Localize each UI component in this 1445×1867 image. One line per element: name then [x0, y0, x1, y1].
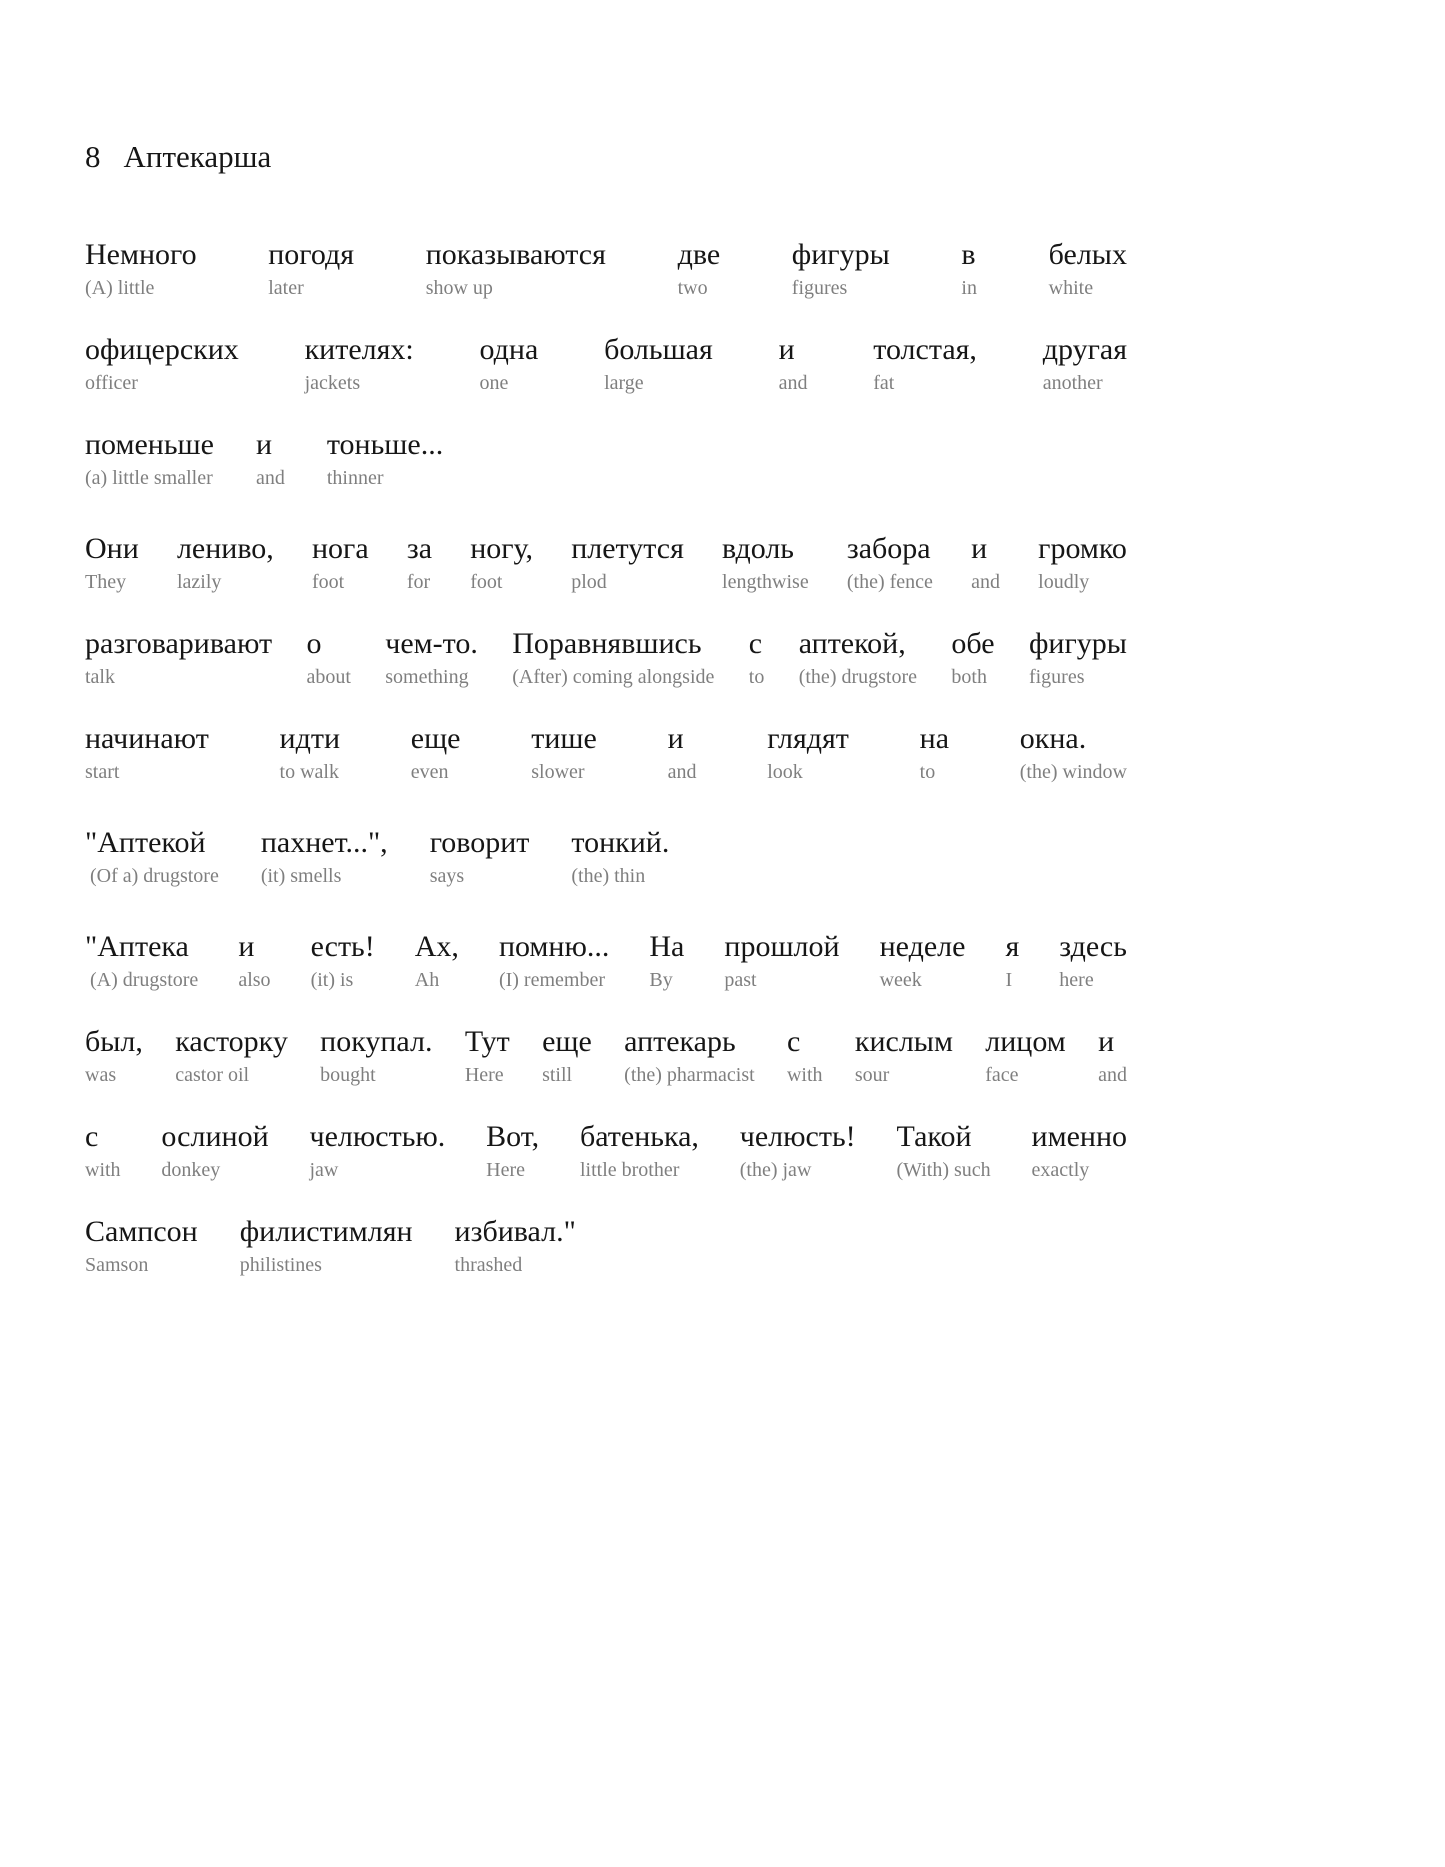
russian-word: плетутся — [571, 532, 684, 565]
english-gloss: fat — [873, 372, 895, 394]
russian-word: и — [255, 428, 272, 461]
english-gloss: later — [268, 277, 304, 299]
russian-word: "Аптека — [85, 930, 189, 963]
interlinear-row — [85, 235, 1127, 301]
word-unit — [306, 624, 350, 690]
word-unit — [407, 529, 432, 595]
russian-word: обе — [951, 627, 995, 660]
word-unit — [85, 927, 198, 993]
english-gloss: bought — [320, 1064, 376, 1086]
english-gloss: with — [786, 1064, 823, 1086]
page-title: Аптекарша — [123, 139, 272, 174]
english-gloss: slower — [531, 761, 585, 783]
word-unit — [161, 1117, 268, 1183]
interlinear-row — [85, 1022, 1127, 1088]
english-gloss: and — [778, 372, 808, 394]
word-unit — [455, 1212, 576, 1278]
english-gloss: (the) window — [1019, 761, 1127, 783]
russian-word: я — [1005, 930, 1020, 963]
english-gloss: lazily — [176, 571, 222, 593]
word-unit — [604, 330, 713, 396]
russian-word: и — [971, 532, 988, 565]
word-unit — [847, 529, 933, 595]
russian-word: толстая, — [873, 333, 977, 366]
word-unit — [238, 927, 270, 993]
russian-word: избивал." — [454, 1215, 576, 1248]
english-gloss: foot — [470, 571, 503, 593]
english-gloss: and — [971, 571, 1000, 593]
english-gloss: was — [85, 1064, 117, 1086]
word-unit — [426, 235, 606, 301]
russian-word: тише — [531, 722, 597, 755]
russian-word: глядят — [767, 722, 849, 755]
word-unit — [177, 529, 274, 595]
word-unit — [486, 1117, 539, 1183]
word-unit — [305, 330, 414, 396]
russian-word: поменьше — [85, 428, 214, 461]
english-gloss: (After) coming alongside — [512, 666, 715, 688]
word-unit — [1029, 624, 1127, 690]
word-unit — [1098, 1022, 1127, 1088]
word-unit — [531, 719, 597, 785]
english-gloss: figures — [791, 277, 848, 299]
russian-word: Немного — [85, 238, 197, 271]
english-gloss: donkey — [161, 1159, 221, 1181]
word-unit — [85, 1212, 198, 1278]
english-gloss: about — [306, 666, 351, 688]
english-gloss: philistines — [239, 1254, 322, 1276]
russian-word: ногу, — [470, 532, 534, 565]
word-unit — [261, 823, 388, 889]
russian-word: Сампсон — [85, 1215, 198, 1248]
word-unit — [85, 624, 272, 690]
english-gloss: loudly — [1038, 571, 1090, 593]
russian-word: нога — [311, 532, 369, 565]
word-unit — [724, 927, 839, 993]
russian-word: неделе — [879, 930, 966, 963]
russian-word: был, — [85, 1025, 143, 1058]
russian-word: с — [85, 1120, 99, 1153]
word-unit — [385, 624, 478, 690]
word-unit — [85, 425, 214, 491]
russian-word: громко — [1038, 532, 1127, 565]
russian-word: аптекарь — [624, 1025, 736, 1058]
english-gloss: for — [406, 571, 431, 593]
english-gloss: past — [724, 969, 757, 991]
russian-word: челюстью. — [309, 1120, 446, 1153]
english-gloss: one — [479, 372, 509, 394]
russian-word: белых — [1048, 238, 1127, 271]
russian-word: офицерских — [85, 333, 239, 366]
word-unit — [799, 624, 917, 690]
paragraph — [85, 927, 1127, 1278]
russian-word: говорит — [429, 826, 530, 859]
russian-word: и — [238, 930, 255, 963]
english-gloss: talk — [85, 666, 115, 688]
english-gloss: start — [85, 761, 120, 783]
word-unit — [327, 425, 443, 491]
word-unit — [985, 1022, 1066, 1088]
russian-word: начинают — [85, 722, 209, 755]
english-gloss: white — [1048, 277, 1094, 299]
interlinear-row — [85, 1117, 1127, 1183]
word-unit — [268, 235, 354, 301]
russian-word: тоньше... — [326, 428, 444, 461]
word-unit — [415, 927, 459, 993]
english-gloss: (A) drugstore — [85, 969, 199, 991]
word-unit — [897, 1117, 991, 1183]
word-unit — [85, 1022, 143, 1088]
english-gloss: thinner — [326, 467, 384, 489]
word-unit — [792, 235, 890, 301]
interlinear-row — [85, 823, 1127, 889]
word-unit — [320, 1022, 432, 1088]
english-gloss: here — [1059, 969, 1094, 991]
english-gloss: (With) such — [896, 1159, 991, 1181]
word-unit — [240, 1212, 413, 1278]
russian-word: одна — [479, 333, 539, 366]
english-gloss: week — [879, 969, 922, 991]
english-gloss: to — [919, 761, 936, 783]
english-gloss: (a) little smaller — [85, 467, 213, 489]
russian-word: лицом — [985, 1025, 1066, 1058]
english-gloss: I — [1005, 969, 1013, 991]
english-gloss: jackets — [304, 372, 361, 394]
word-unit — [961, 235, 977, 301]
english-gloss: (the) drugstore — [798, 666, 918, 688]
russian-word: кислым — [854, 1025, 953, 1058]
word-unit — [85, 330, 239, 396]
word-unit — [1049, 235, 1127, 301]
russian-word: в — [961, 238, 976, 271]
russian-word: лениво, — [176, 532, 274, 565]
english-gloss: both — [951, 666, 987, 688]
english-gloss: (Of a) drugstore — [85, 865, 219, 887]
english-gloss: figures — [1028, 666, 1085, 688]
paragraph — [85, 823, 1127, 889]
russian-word: кителях: — [304, 333, 414, 366]
word-unit — [971, 529, 1000, 595]
paragraph — [85, 235, 1127, 491]
word-unit — [85, 1117, 121, 1183]
english-gloss: also — [238, 969, 271, 991]
english-gloss: large — [604, 372, 644, 394]
english-gloss: even — [410, 761, 449, 783]
interlinear-text — [85, 235, 1127, 1278]
word-unit — [1032, 1117, 1127, 1183]
english-gloss: and — [667, 761, 697, 783]
russian-word: другая — [1042, 333, 1127, 366]
word-unit — [256, 425, 285, 491]
word-unit — [465, 1022, 510, 1088]
english-gloss: something — [385, 666, 469, 688]
word-unit — [309, 1117, 445, 1183]
word-unit — [85, 235, 197, 301]
word-unit — [787, 1022, 823, 1088]
russian-word: разговаривают — [85, 627, 273, 660]
english-gloss: in — [961, 277, 977, 299]
word-unit — [624, 1022, 755, 1088]
word-unit — [880, 927, 966, 993]
english-gloss: Here — [486, 1159, 526, 1181]
russian-word: забора — [846, 532, 931, 565]
english-gloss: jaw — [309, 1159, 339, 1181]
english-gloss: lengthwise — [722, 571, 809, 593]
word-unit — [1043, 330, 1127, 396]
english-gloss: (the) pharmacist — [624, 1064, 755, 1086]
russian-word: Такой — [896, 1120, 972, 1153]
russian-word: филистимлян — [239, 1215, 413, 1248]
word-unit — [85, 529, 139, 595]
word-unit — [480, 330, 539, 396]
english-gloss: They — [85, 571, 127, 593]
russian-word: прошлой — [724, 930, 840, 963]
russian-word: идти — [279, 722, 341, 755]
english-gloss: to walk — [279, 761, 339, 783]
russian-word: Ах, — [414, 930, 459, 963]
word-unit — [1059, 927, 1127, 993]
word-unit — [470, 529, 533, 595]
english-gloss: (it) is — [310, 969, 354, 991]
english-gloss: look — [767, 761, 803, 783]
english-gloss: face — [985, 1064, 1019, 1086]
word-unit — [1020, 719, 1127, 785]
russian-word: за — [406, 532, 433, 565]
english-gloss: (the) thin — [571, 865, 646, 887]
russian-word: на — [919, 722, 950, 755]
interlinear-row — [85, 1212, 1127, 1278]
russian-word: челюсть! — [739, 1120, 856, 1153]
word-unit — [749, 624, 765, 690]
russian-word: о — [306, 627, 322, 660]
english-gloss: two — [677, 277, 708, 299]
russian-word: фигуры — [1028, 627, 1127, 660]
interlinear-row — [85, 529, 1127, 595]
english-gloss: sour — [854, 1064, 890, 1086]
russian-word: чем-то. — [385, 627, 478, 660]
english-gloss: still — [542, 1064, 573, 1086]
page-header — [85, 137, 1127, 177]
english-gloss: Here — [464, 1064, 504, 1086]
interlinear-row — [85, 330, 1127, 396]
russian-word: еще — [542, 1025, 592, 1058]
word-unit — [951, 624, 994, 690]
english-gloss: with — [85, 1159, 121, 1181]
english-gloss: foot — [311, 571, 345, 593]
word-unit — [571, 529, 684, 595]
russian-word: именно — [1031, 1120, 1127, 1153]
interlinear-row — [85, 927, 1127, 993]
english-gloss: By — [649, 969, 673, 991]
word-unit — [411, 719, 461, 785]
russian-word: погодя — [268, 238, 355, 271]
english-gloss: (it) smells — [260, 865, 342, 887]
english-gloss: (the) fence — [846, 571, 933, 593]
word-unit — [175, 1022, 288, 1088]
english-gloss: (the) jaw — [739, 1159, 812, 1181]
english-gloss: and — [255, 467, 285, 489]
russian-word: окна. — [1019, 722, 1087, 755]
word-unit — [740, 1117, 856, 1183]
russian-word: и — [667, 722, 684, 755]
word-unit — [85, 719, 209, 785]
english-gloss: officer — [85, 372, 138, 394]
english-gloss: exactly — [1031, 1159, 1090, 1181]
russian-word: две — [677, 238, 721, 271]
word-unit — [649, 927, 684, 993]
russian-word: Поравнявшись — [512, 627, 702, 660]
word-unit — [722, 529, 809, 595]
word-unit — [920, 719, 949, 785]
english-gloss: (I) remember — [498, 969, 605, 991]
word-unit — [312, 529, 369, 595]
word-unit — [571, 823, 669, 889]
english-gloss: little brother — [579, 1159, 680, 1181]
russian-word: с — [786, 1025, 801, 1058]
russian-word: большая — [604, 333, 713, 366]
interlinear-row — [85, 719, 1127, 785]
english-gloss: show up — [425, 277, 493, 299]
english-gloss: plod — [571, 571, 607, 593]
russian-word: тонкий. — [571, 826, 670, 859]
word-unit — [855, 1022, 953, 1088]
english-gloss: to — [748, 666, 765, 688]
word-unit — [430, 823, 530, 889]
interlinear-row — [85, 624, 1127, 690]
russian-word: здесь — [1059, 930, 1127, 963]
english-gloss: Samson — [85, 1254, 149, 1276]
russian-word: с — [748, 627, 763, 660]
word-unit — [668, 719, 697, 785]
word-unit — [280, 719, 340, 785]
english-gloss: and — [1098, 1064, 1127, 1086]
word-unit — [542, 1022, 592, 1088]
english-gloss: another — [1042, 372, 1103, 394]
english-gloss: says — [429, 865, 465, 887]
russian-word: покупал. — [320, 1025, 433, 1058]
russian-word: и — [1098, 1025, 1115, 1058]
russian-word: На — [649, 930, 685, 963]
english-gloss: (A) little — [85, 277, 155, 299]
russian-word: и — [778, 333, 795, 366]
word-unit — [512, 624, 714, 690]
russian-word: Они — [85, 532, 139, 565]
english-gloss: thrashed — [454, 1254, 523, 1276]
word-unit — [767, 719, 849, 785]
interlinear-row — [85, 425, 1127, 491]
russian-word: Тут — [464, 1025, 510, 1058]
russian-word: батенька, — [579, 1120, 699, 1153]
word-unit — [580, 1117, 699, 1183]
russian-word: "Аптекой — [85, 826, 206, 859]
russian-word: показываются — [425, 238, 606, 271]
russian-word: фигуры — [791, 238, 890, 271]
russian-word: еще — [410, 722, 461, 755]
word-unit — [678, 235, 721, 301]
russian-word: помню... — [498, 930, 610, 963]
russian-word: пахнет...", — [260, 826, 388, 859]
english-gloss: Ah — [414, 969, 440, 991]
paragraph — [85, 529, 1127, 785]
russian-word: ослиной — [161, 1120, 269, 1153]
word-unit — [779, 330, 808, 396]
russian-word: вдоль — [722, 532, 794, 565]
word-unit — [1005, 927, 1019, 993]
russian-word: касторку — [175, 1025, 288, 1058]
russian-word: аптекой, — [798, 627, 906, 660]
english-gloss: castor oil — [175, 1064, 250, 1086]
russian-word: есть! — [310, 930, 375, 963]
russian-word: Вот, — [486, 1120, 540, 1153]
word-unit — [1038, 529, 1127, 595]
word-unit — [85, 823, 219, 889]
word-unit — [499, 927, 609, 993]
word-unit — [311, 927, 375, 993]
word-unit — [873, 330, 977, 396]
page-number: 8 — [85, 139, 101, 174]
